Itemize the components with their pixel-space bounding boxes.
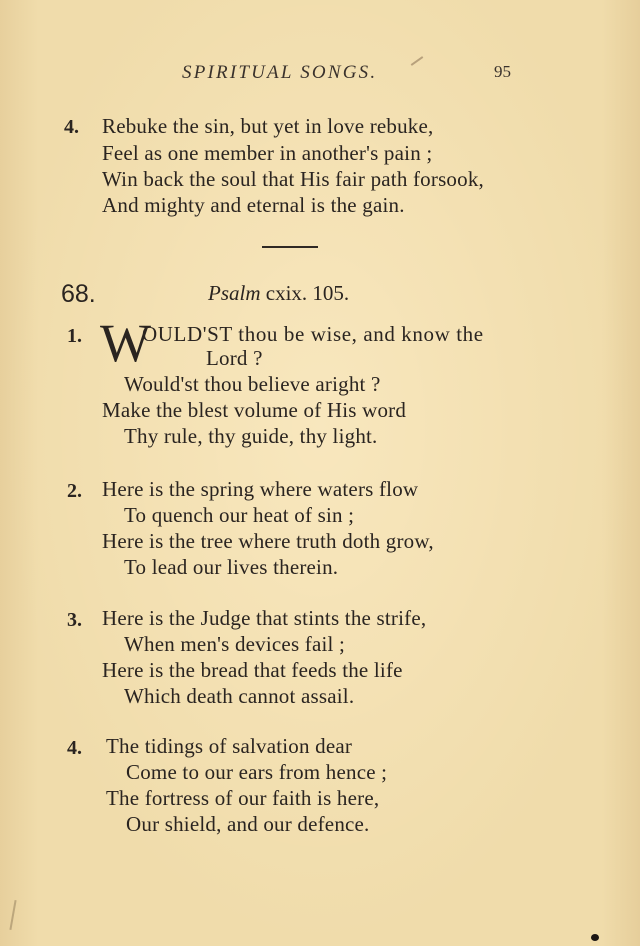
verse-line: When men's devices fail ; xyxy=(124,632,346,656)
verse-line: To lead our lives therein. xyxy=(124,555,339,579)
verse-line: Rebuke the sin, but yet in love rebuke, xyxy=(102,114,434,138)
stanza-number: 4. xyxy=(67,737,82,759)
verse-line: The tidings of salvation dear xyxy=(106,734,353,758)
verse-line: Which death cannot assail. xyxy=(124,684,355,708)
hymn-title-italic: Psalm xyxy=(208,281,261,305)
verse-line: Here is the Judge that stints the strife, xyxy=(102,606,427,630)
verse-line: The fortress of our faith is here, xyxy=(106,786,380,810)
page-number: 95 xyxy=(494,62,511,81)
verse-line: OULD'ST thou be wise, and know the xyxy=(142,322,484,346)
verse-line: Would'st thou believe aright ? xyxy=(124,372,381,396)
verse-line: Thy rule, thy guide, thy light. xyxy=(124,424,378,448)
verse-line: To quench our heat of sin ; xyxy=(124,503,355,527)
hymn-title xyxy=(208,281,349,306)
stanza-number: 2. xyxy=(67,480,82,502)
verse-line: Our shield, and our defence. xyxy=(126,812,370,836)
verse-line: Feel as one member in another's pain ; xyxy=(102,141,433,165)
verse-line: Here is the bread that feeds the life xyxy=(102,658,403,682)
stanza-number: 1. xyxy=(67,325,82,347)
verse-line: Make the blest volume of His word xyxy=(102,398,407,422)
verse-line: Lord ? xyxy=(206,346,263,370)
hymn-number: 68. xyxy=(61,280,96,308)
hymn-title-reference: cxix. 105. xyxy=(265,281,350,305)
verse-line: Here is the tree where truth doth grow, xyxy=(102,529,434,553)
ink-blot xyxy=(591,934,599,941)
drop-cap: W xyxy=(100,313,151,373)
stanza-number: 3. xyxy=(67,609,82,631)
ink-mark xyxy=(411,56,424,66)
section-divider xyxy=(262,246,318,248)
verse-line: Come to our ears from hence ; xyxy=(126,760,388,784)
paper-edge-mark xyxy=(9,900,16,930)
verse-line: And mighty and eternal is the gain. xyxy=(102,193,405,217)
stanza-number: 4. xyxy=(64,116,79,138)
running-head-title: SPIRITUAL SONGS. xyxy=(182,62,378,83)
verse-line: Here is the spring where waters flow xyxy=(102,477,419,501)
verse-line: Win back the soul that His fair path forsook, xyxy=(102,167,484,191)
